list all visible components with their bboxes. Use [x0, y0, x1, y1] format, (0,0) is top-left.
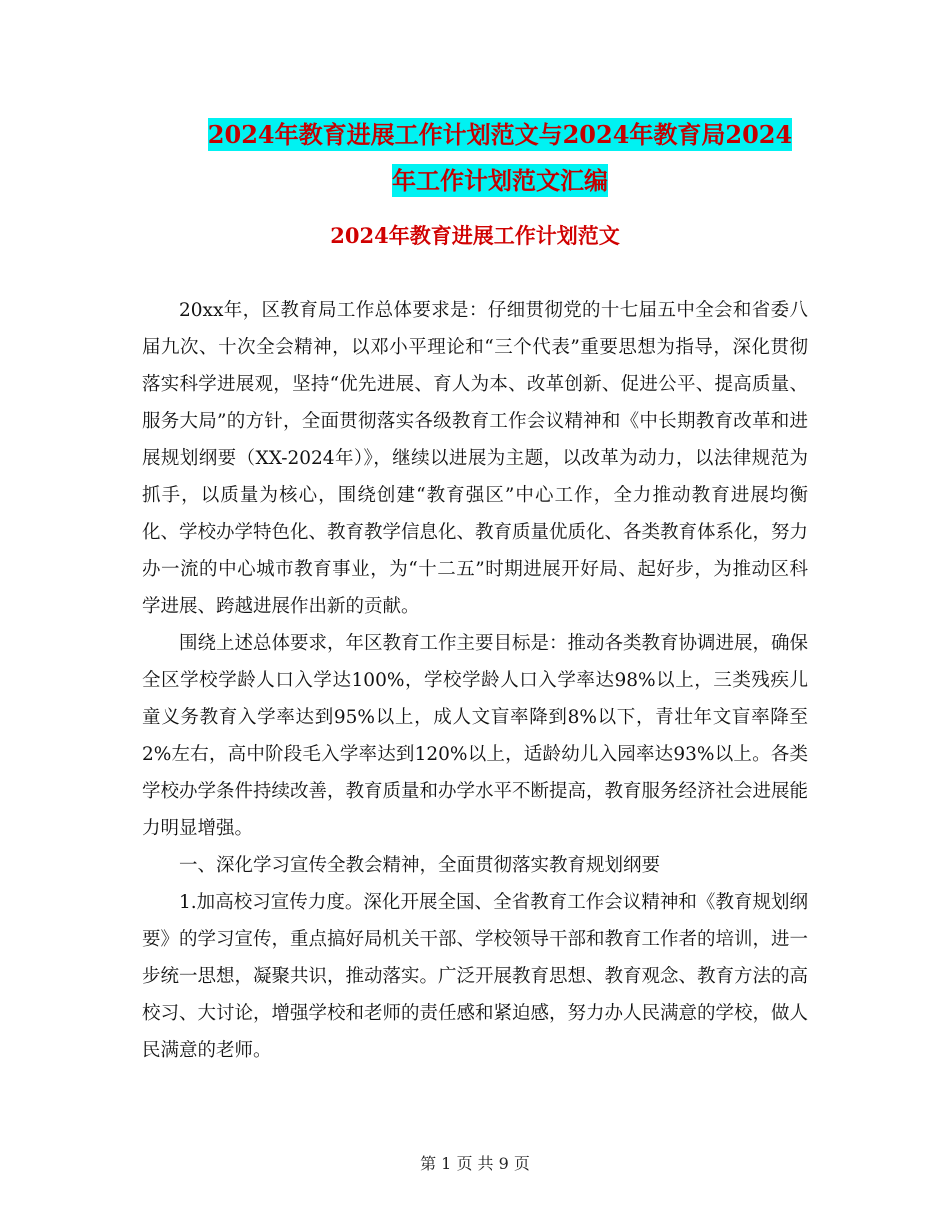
- title-line-2: 年工作计划范文汇编: [392, 166, 608, 195]
- paragraph: 围绕上述总体要求，年区教育工作主要目标是：推动各类教育协调进展，确保全区学校学龄人口入学达100%，学校学龄人口入学率达98%以上，三类残疾儿童义务教育入学率达到95%以上，成人文盲率降到8%以下，青壮年文盲率降至2%左右，高中阶段毛入学率达到120%以上，适龄幼儿入园率达93%以上。各类学校办学条件持续改善，教育质量和办学水平不断提高，教育服务经济社会进展能力明显增强。: [142, 633, 809, 839]
- paragraph: 20xx年，区教育局工作总体要求是：仔细贯彻党的十七届五中全会和省委八届九次、十次全会精神，以邓小平理论和“三个代表”重要思想为指导，深化贯彻落实科学进展观，坚持“优先进展、育人为本、改革创新、促进公平、提高质量、服务大局”的方针，全面贯彻落实各级教育工作会议精神和《中长期教育改革和进展规划纲要（XX-2024年）》，继续以进展为主题，以改革为动力，以法律规范为抓手，以质量为核心，围绕创建“教育强区”中心工作，全力推动教育进展均衡化、学校办学特色化、教育教学信息化、教育质量优质化、各类教育体系化，努力办一流的中心城市教育事业，为“十二五”时期进展开好局、起好步，为推动区科学进展、跨越进展作出新的贡献。: [142, 300, 809, 617]
- document-title: [140, 112, 860, 204]
- page-number: 第 1 页 共 9 页: [420, 1154, 530, 1173]
- title-line-1: 2024年教育进展工作计划范文与2024年教育局2024: [207, 120, 793, 149]
- document-body: [142, 292, 808, 1069]
- paragraph: 1.加高校习宣传力度。深化开展全国、全省教育工作会议精神和《教育规划纲要》的学习宣传，重点搞好局机关干部、学校领导干部和教育工作者的培训，进一步统一思想，凝聚共识，推动落实。广泛开展教育思想、教育观念、教育方法的高校习、大讨论，增强学校和老师的责任感和紧迫感，努力办人民满意的学校，做人民满意的老师。: [142, 892, 809, 1061]
- paragraph: 一、深化学习宣传全教会精神，全面贯彻落实教育规划纲要: [179, 855, 661, 876]
- section-heading: 2024年教育进展工作计划范文: [330, 223, 620, 248]
